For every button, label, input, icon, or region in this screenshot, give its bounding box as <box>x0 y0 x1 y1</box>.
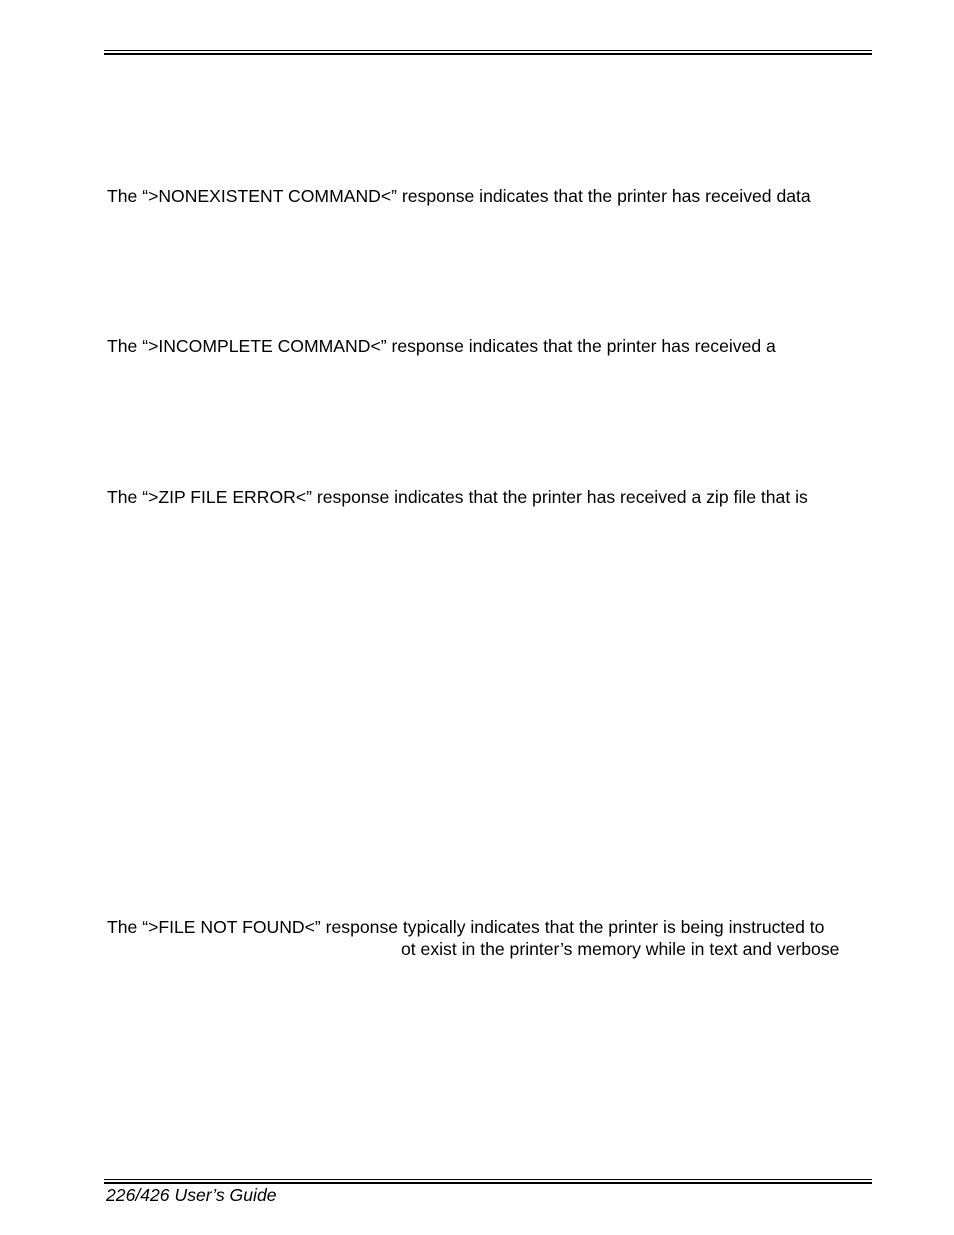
paragraph-incomplete-command: The “>INCOMPLETE COMMAND<” response indicates that the printer has received a <box>107 336 776 356</box>
paragraph-file-not-found-line1: The “>FILE NOT FOUND<” response typically indicates that the printer is being instructed to <box>107 917 825 937</box>
footer-guide-title: 226/426 User’s Guide <box>106 1185 277 1205</box>
paragraph-file-not-found-line2: ot exist in the printer’s memory while in text and verbose <box>401 939 840 959</box>
header-rule <box>104 50 872 55</box>
footer-rule <box>104 1179 872 1184</box>
paragraph-zip-file-error: The “>ZIP FILE ERROR<” response indicates that the printer has received a zip file that is <box>107 487 808 507</box>
paragraph-nonexistent-command: The “>NONEXISTENT COMMAND<” response indicates that the printer has received data <box>107 186 811 206</box>
